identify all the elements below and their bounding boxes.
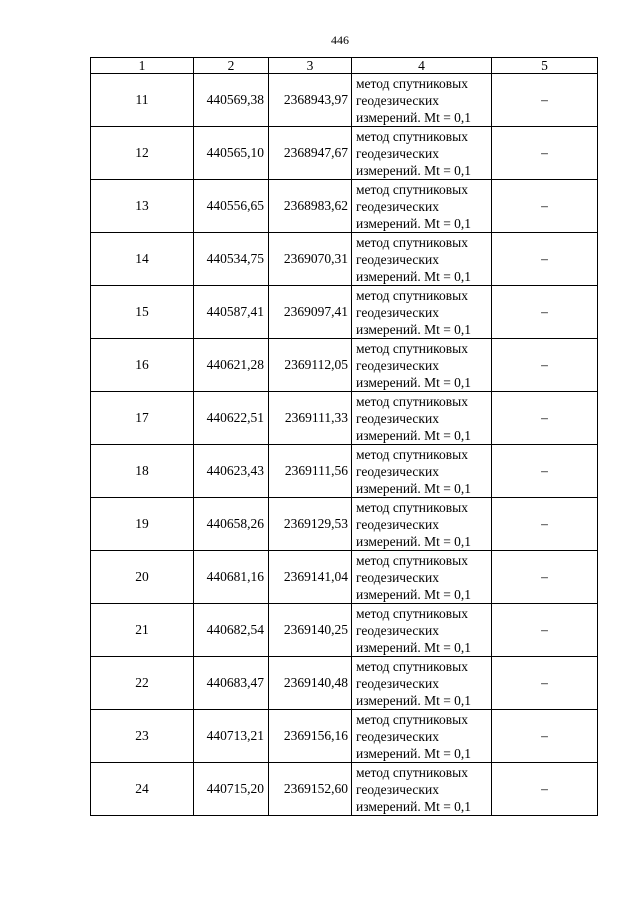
note-cell: – [492, 180, 598, 233]
note-cell: – [492, 339, 598, 392]
table-row [91, 74, 598, 127]
method-cell: метод спутниковых геодезических измерений. Mt = 0,1 [352, 551, 492, 604]
method-cell: метод спутниковых геодезических измерений. Mt = 0,1 [352, 763, 492, 816]
x-coordinate-cell: 440658,26 [194, 498, 269, 551]
method-cell: метод спутниковых геодезических измерений. Mt = 0,1 [352, 233, 492, 286]
table-row [91, 339, 598, 392]
y-coordinate-cell: 2369097,41 [269, 286, 352, 339]
point-number-cell: 24 [91, 763, 194, 816]
x-coordinate-cell: 440713,21 [194, 710, 269, 763]
y-coordinate-cell: 2369111,33 [269, 392, 352, 445]
note-cell: – [492, 763, 598, 816]
point-number-cell: 19 [91, 498, 194, 551]
table-row [91, 657, 598, 710]
table-row [91, 551, 598, 604]
y-coordinate-cell: 2369111,56 [269, 445, 352, 498]
note-cell: – [492, 445, 598, 498]
header-col-2: 2 [194, 58, 269, 74]
point-number-cell: 16 [91, 339, 194, 392]
method-cell: метод спутниковых геодезических измерений. Mt = 0,1 [352, 710, 492, 763]
method-cell: метод спутниковых геодезических измерений. Mt = 0,1 [352, 127, 492, 180]
header-col-5: 5 [492, 58, 598, 74]
page-number: 446 [331, 33, 349, 47]
note-cell: – [492, 392, 598, 445]
point-number-cell: 22 [91, 657, 194, 710]
note-cell: – [492, 604, 598, 657]
note-cell: – [492, 74, 598, 127]
method-cell: метод спутниковых геодезических измерений. Mt = 0,1 [352, 498, 492, 551]
method-cell: метод спутниковых геодезических измерений. Mt = 0,1 [352, 286, 492, 339]
table-header-row [91, 58, 598, 74]
y-coordinate-cell: 2369152,60 [269, 763, 352, 816]
y-coordinate-cell: 2368947,67 [269, 127, 352, 180]
method-cell: метод спутниковых геодезических измерений. Mt = 0,1 [352, 657, 492, 710]
table-row [91, 286, 598, 339]
note-cell: – [492, 286, 598, 339]
note-cell: – [492, 710, 598, 763]
note-cell: – [492, 127, 598, 180]
table-row [91, 710, 598, 763]
header-col-1: 1 [91, 58, 194, 74]
y-coordinate-cell: 2369112,05 [269, 339, 352, 392]
table-row [91, 127, 598, 180]
note-cell: – [492, 551, 598, 604]
x-coordinate-cell: 440623,43 [194, 445, 269, 498]
table-row [91, 180, 598, 233]
x-coordinate-cell: 440682,54 [194, 604, 269, 657]
y-coordinate-cell: 2369140,25 [269, 604, 352, 657]
y-coordinate-cell: 2369141,04 [269, 551, 352, 604]
table-row [91, 392, 598, 445]
table-body [91, 74, 598, 816]
note-cell: – [492, 657, 598, 710]
method-cell: метод спутниковых геодезических измерений. Mt = 0,1 [352, 74, 492, 127]
point-number-cell: 12 [91, 127, 194, 180]
coordinates-table [90, 57, 598, 816]
point-number-cell: 18 [91, 445, 194, 498]
point-number-cell: 15 [91, 286, 194, 339]
method-cell: метод спутниковых геодезических измерений. Mt = 0,1 [352, 604, 492, 657]
header-col-3: 3 [269, 58, 352, 74]
point-number-cell: 14 [91, 233, 194, 286]
table-row [91, 233, 598, 286]
x-coordinate-cell: 440622,51 [194, 392, 269, 445]
y-coordinate-cell: 2369129,53 [269, 498, 352, 551]
x-coordinate-cell: 440715,20 [194, 763, 269, 816]
table-row [91, 763, 598, 816]
method-cell: метод спутниковых геодезических измерений. Mt = 0,1 [352, 339, 492, 392]
x-coordinate-cell: 440565,10 [194, 127, 269, 180]
method-cell: метод спутниковых геодезических измерений. Mt = 0,1 [352, 445, 492, 498]
x-coordinate-cell: 440587,41 [194, 286, 269, 339]
y-coordinate-cell: 2369156,16 [269, 710, 352, 763]
point-number-cell: 17 [91, 392, 194, 445]
table-row [91, 445, 598, 498]
table-header [91, 58, 598, 74]
y-coordinate-cell: 2368943,97 [269, 74, 352, 127]
point-number-cell: 23 [91, 710, 194, 763]
y-coordinate-cell: 2369070,31 [269, 233, 352, 286]
x-coordinate-cell: 440534,75 [194, 233, 269, 286]
point-number-cell: 21 [91, 604, 194, 657]
point-number-cell: 20 [91, 551, 194, 604]
note-cell: – [492, 498, 598, 551]
header-col-4: 4 [352, 58, 492, 74]
x-coordinate-cell: 440621,28 [194, 339, 269, 392]
x-coordinate-cell: 440681,16 [194, 551, 269, 604]
point-number-cell: 13 [91, 180, 194, 233]
method-cell: метод спутниковых геодезических измерений. Mt = 0,1 [352, 180, 492, 233]
table-row [91, 498, 598, 551]
x-coordinate-cell: 440569,38 [194, 74, 269, 127]
point-number-cell: 11 [91, 74, 194, 127]
note-cell: – [492, 233, 598, 286]
x-coordinate-cell: 440556,65 [194, 180, 269, 233]
y-coordinate-cell: 2368983,62 [269, 180, 352, 233]
y-coordinate-cell: 2369140,48 [269, 657, 352, 710]
x-coordinate-cell: 440683,47 [194, 657, 269, 710]
method-cell: метод спутниковых геодезических измерений. Mt = 0,1 [352, 392, 492, 445]
table-row [91, 604, 598, 657]
